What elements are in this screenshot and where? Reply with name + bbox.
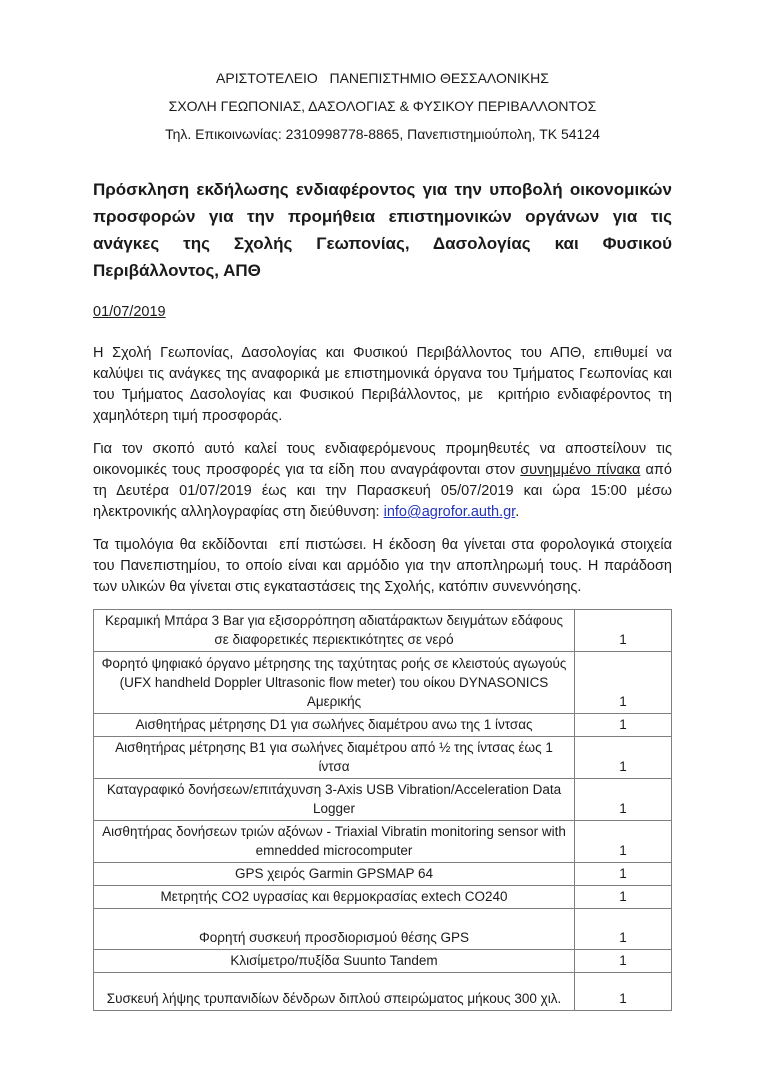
- item-qty-cell: 1: [575, 973, 672, 1011]
- item-qty-cell: 1: [575, 779, 672, 821]
- item-qty-cell: 1: [575, 714, 672, 737]
- submission-text-3: .: [515, 504, 520, 520]
- contact-line: Τηλ. Επικοινωνίας: 2310998778-8865, Πανεπιστημιούπολη, ΤΚ 54124: [165, 126, 600, 142]
- paragraph-intro: Η Σχολή Γεωπονίας, Δασολογίας και Φυσικού Περιβάλλοντος του ΑΠΘ, επιθυμεί να καλύψει τις ανάγκες της αναφορικά με επιστημονικά όργανα του Τμήματος Γεωπονίας και του Τμήματος Δασολογίας και Φυσικού Περιβάλλοντος, με κριτήριο ενδιαφέροντος τη χαμηλότερη τιμή προσφοράς.: [93, 345, 677, 424]
- table-row: [94, 714, 672, 737]
- paragraph-submission: [93, 439, 677, 523]
- table-row: [94, 821, 672, 863]
- item-description-cell: Συσκευή λήψης τρυπανιδίων δένδρων διπλού σπειρώματος μήκους 300 χιλ.: [94, 973, 575, 1011]
- document-date: [93, 302, 672, 323]
- date-text: 01/07/2019: [93, 304, 166, 320]
- item-description-cell: Αισθητήρας μέτρησης B1 για σωλήνες διαμέτρου από ½ της ίντσας έως 1 ίντσα: [94, 737, 575, 779]
- attached-table-reference: συνημμένο πίνακα: [520, 462, 641, 478]
- table-row: [94, 973, 672, 1011]
- school-name: ΣΧΟΛΗ ΓΕΩΠΟΝΙΑΣ, ΔΑΣΟΛΟΓΙΑΣ & ΦΥΣΙΚΟΥ ΠΕΡΙΒΑΛΛΟΝΤΟΣ: [168, 98, 597, 114]
- items-table: [93, 609, 672, 1011]
- item-qty-cell: 1: [575, 909, 672, 950]
- item-qty-cell: 1: [575, 737, 672, 779]
- table-row: [94, 610, 672, 652]
- item-description-cell: Φορητή συσκευή προσδιορισμού θέσης GPS: [94, 909, 575, 950]
- table-row: [94, 863, 672, 886]
- item-description-cell: Αισθητήρας δονήσεων τριών αξόνων - Triaxial Vibratin monitoring sensor with emnedded microcomputer: [94, 821, 575, 863]
- item-qty-cell: 1: [575, 863, 672, 886]
- item-description-cell: GPS χειρός Garmin GPSMAP 64: [94, 863, 575, 886]
- submission-text-2: από τη Δευτέρα 01/07/2019 έως και την Παρασκευή 05/07/2019 και ώρα 15:00 μέσω ηλεκτρονικής αλληλογραφίας στη διεύθυνση:: [93, 462, 677, 520]
- item-qty-cell: 1: [575, 652, 672, 714]
- table-row: [94, 779, 672, 821]
- table-row: [94, 909, 672, 950]
- paragraph-invoicing: Τα τιμολόγια θα εκδίδονται επί πιστώσει. Η έκδοση θα γίνεται στα φορολογικά στοιχεία του Πανεπιστημίου, το οποίο είναι και αρμόδιο για την αποπληρωμή τους. Η παράδοση των υλικών θα γίνεται στις εγκαταστάσεις της Σχολής, κατόπιν συνεννόησης.: [93, 537, 677, 595]
- item-description-cell: Κλισίμετρο/πυξίδα Suunto Tandem: [94, 950, 575, 973]
- item-description-cell: Αισθητήρας μέτρησης D1 για σωλήνες διαμέτρου ανω της 1 ίντσας: [94, 714, 575, 737]
- item-description-cell: Μετρητής CO2 υγρασίας και θερμοκρασίας extech CO240: [94, 886, 575, 909]
- table-row: [94, 950, 672, 973]
- university-name: ΑΡΙΣΤΟΤΕΛΕΙΟ ΠΑΝΕΠΙΣΤΗΜΙΟ ΘΕΣΣΑΛΟΝΙΚΗΣ: [216, 70, 549, 86]
- item-qty-cell: 1: [575, 610, 672, 652]
- item-qty-cell: 1: [575, 821, 672, 863]
- item-qty-cell: 1: [575, 950, 672, 973]
- item-qty-cell: 1: [575, 886, 672, 909]
- table-row: [94, 737, 672, 779]
- letterhead: [93, 70, 672, 142]
- item-description-cell: Κεραμική Μπάρα 3 Bar για εξισορρόπηση αδιατάρακτων δειγμάτων εδάφους σε διαφορετικές περιεκτικότητες σε νερό: [94, 610, 575, 652]
- email-link[interactable]: info@agrofor.auth.gr: [383, 504, 516, 520]
- table-row: [94, 652, 672, 714]
- table-row: [94, 886, 672, 909]
- item-description-cell: Φορητό ψηφιακό όργανο μέτρησης της ταχύτητας ροής σε κλειστούς αγωγούς (UFX handheld Doppler Ultrasonic flow meter) του οίκου DYNASONICS Αμερικής: [94, 652, 575, 714]
- item-description-cell: Καταγραφικό δονήσεων/επιτάχυνση 3-Axis USB Vibration/Acceleration Data Logger: [94, 779, 575, 821]
- document-title: Πρόσκληση εκδήλωσης ενδιαφέροντος για την υποβολή οικονομικών προσφορών για την προμήθεια επιστημονικών οργάνων για τις ανάγκες της Σχολής Γεωπονίας, Δασολογίας και Φυσικού Περιβάλλοντος, ΑΠΘ: [93, 180, 672, 280]
- submission-text-1: Για τον σκοπό αυτό καλεί τους ενδιαφερόμενους προμηθευτές να αποστείλουν τις οικονομικές τους προσφορές για τα είδη που αναγράφονται στον: [93, 441, 677, 478]
